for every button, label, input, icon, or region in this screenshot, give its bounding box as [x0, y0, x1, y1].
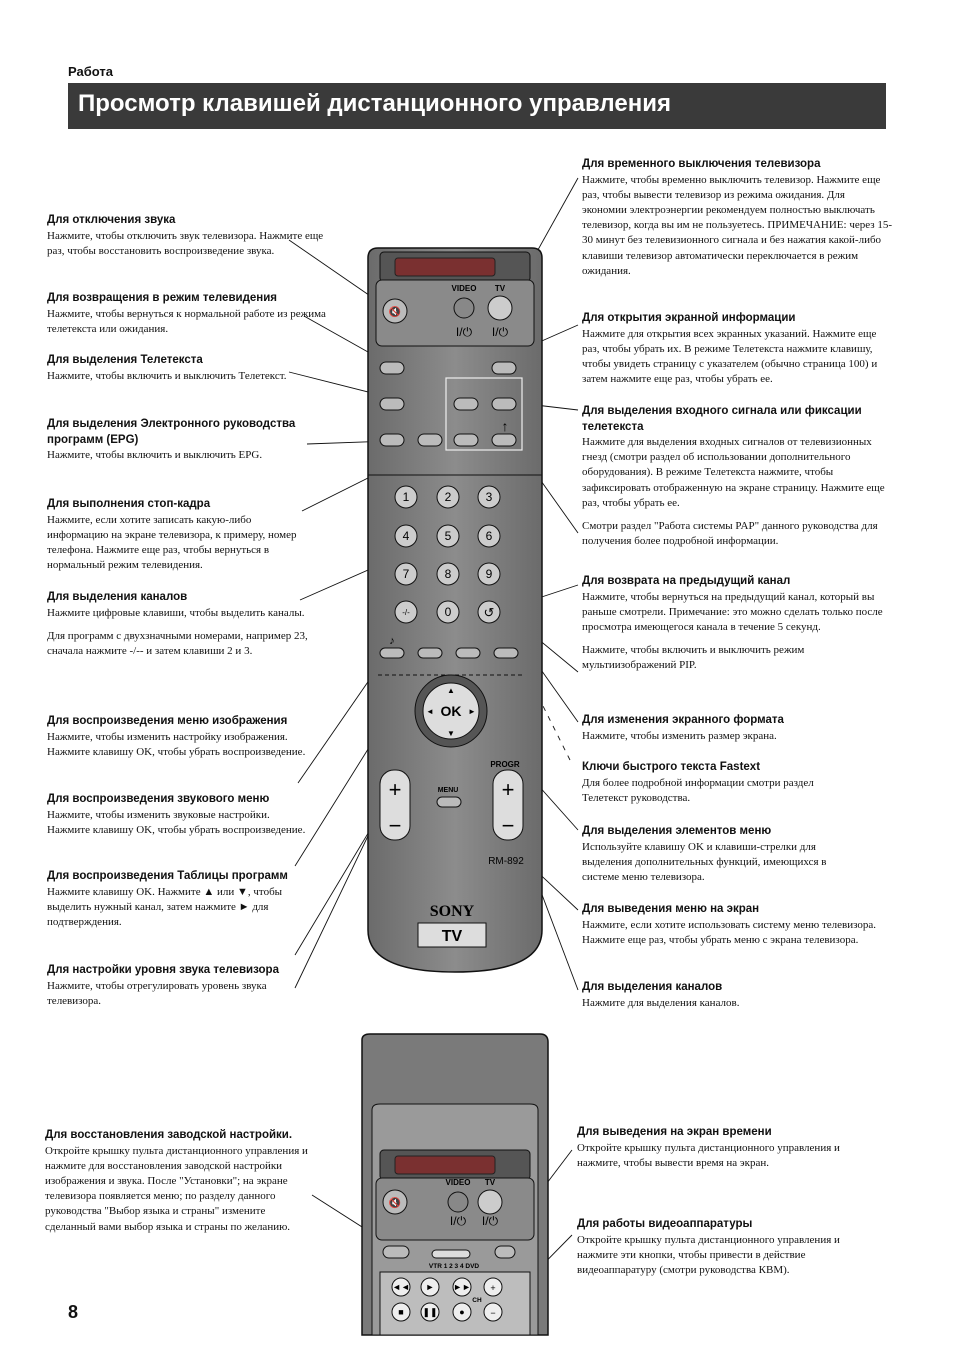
volume-minus-icon: − [388, 813, 402, 838]
desc-text: Нажмите, чтобы вернуться на предыдущий канал, который вы раньше смотрели. Примечание: это можно сделать только после просмотра имеющегося канала в течение 5 секунд. [582, 590, 883, 633]
desc-heading: Для выведения на экран времени [577, 1126, 772, 1138]
vtr-selector-label: VTR 1 2 3 4 DVD [428, 1263, 480, 1270]
digit-key: 3 [485, 490, 493, 504]
digit-key: 6 [485, 529, 493, 543]
menu-label: MENU [437, 787, 459, 794]
standby-label: I/⏻ [455, 325, 473, 339]
progr-label: PROGR [490, 760, 520, 769]
desc-text: Нажмите, чтобы включить и выключить EPG. [47, 449, 263, 461]
brand-logo: SONY [429, 903, 475, 920]
section-label: Работа [68, 64, 113, 79]
desc-heading: Для изменения экранного формата [582, 714, 784, 726]
standby-label: I/⏻ [481, 1214, 499, 1228]
desc-text: Откройте крышку пульта дистанционного управления и нажмите для восстановления заводской настройки изображения и звука. После "Установки"; на экране телевизора появляется меню; по разделу данного руководства "Выбор языка и страны" измените сделанный вами выбор языка и страны по желанию. [45, 1144, 308, 1233]
digit-key: 9 [485, 567, 493, 581]
desc-text: Нажмите, если хотите записать какую-либо информацию на экране телевизора, к примеру, номер телефона. Нажмите еще раз, чтобы вернуться в нормальный режим телевидения. [47, 513, 297, 572]
desc-heading: Для временного выключения телевизора [582, 158, 821, 170]
digit-key: 5 [444, 529, 452, 543]
page-title: Просмотр клавишей дистанционного управления [78, 90, 671, 117]
desc-text: Откройте крышку пульта дистанционного управления и нажмите эти кнопки, чтобы привести в действие видеоаппаратуру (смотри руководства КВМ). [577, 1233, 840, 1276]
desc-text: Для программ с двухзначными номерами, например 23, сначала нажмите -/-- и затем клавиши 2 и 3. [47, 629, 308, 657]
desc-heading: Ключи быстрого текста Fastext [582, 761, 761, 773]
desc-text: Нажмите, чтобы вернуться к нормальной работе из режима телетекста или ожидания. [47, 307, 326, 335]
desc-text: Нажмите для выделения каналов. [582, 996, 740, 1009]
desc-text: Нажмите, чтобы отрегулировать уровень звука телевизора. [47, 979, 267, 1007]
desc-text: Нажмите для открытия всех экранных указаний. Нажмите еще раз, чтобы убрать их. В режиме Телетекста нажмите клавишу, чтобы увидеть страницу с указателем (обычно страница 100) и затем нажмите еще раз, чтобы убрать ее. [582, 327, 878, 386]
desc-heading: Для выведения меню на экран [582, 903, 760, 915]
desc-text: Нажмите, если хотите использовать систему меню телевизора. Нажмите еще раз, чтобы убрать меню с экрана телевизора. [582, 918, 877, 946]
desc-heading: Для возвращения в режим телевидения [47, 292, 278, 304]
volume-plus-icon: + [388, 777, 402, 802]
desc-heading: Для воспроизведения Таблицы программ [47, 870, 288, 882]
up-arrow-icon: ▲ [447, 686, 455, 695]
digit-key: 0 [444, 605, 452, 619]
desc-text: Нажмите, чтобы временно выключить телевизор. Нажмите еще раз, чтобы вывести телевизор из режима ожидания. Для экономии электроэнергии рекомендуем полностью выключать телевизор, когда вы им не пользуетесь. ПРИМЕЧАНИЕ: через 15-30 минут без телевизионного сигнала и без нажатия какой-либо клавиши телевизор автоматически переключается в режим ожидания. [582, 173, 893, 277]
right-arrow-icon: ► [468, 707, 476, 716]
desc-heading: Для выполнения стоп-кадра [47, 498, 211, 510]
stop-icon: ■ [398, 1307, 404, 1317]
desc-heading: Для выделения Телетекста [47, 354, 203, 366]
channel-minus-icon: − [490, 1308, 496, 1318]
desc-heading: Для воспроизведения меню изображения [47, 715, 288, 727]
desc-heading: Для настройки уровня звука телевизора [47, 964, 279, 976]
ok-button: OK [440, 703, 462, 719]
down-arrow-icon: ▼ [447, 729, 455, 738]
desc-heading: Для открытия экранной информации [582, 312, 796, 324]
page-number: 8 [68, 1302, 79, 1322]
digit-key: 4 [402, 529, 410, 543]
fast-forward-icon: ►► [453, 1282, 471, 1292]
video-label: VIDEO [445, 1178, 471, 1187]
play-icon: ► [425, 1282, 435, 1292]
digit-key: -/- [402, 608, 410, 617]
desc-text: Нажмите, чтобы изменить размер экрана. [582, 729, 777, 742]
video-label: VIDEO [451, 284, 477, 293]
mute-icon: 🔇 [388, 307, 402, 318]
desc-heading: Для восстановления заводской настройки. [45, 1129, 293, 1141]
music-note-icon: ♪ [389, 635, 395, 647]
desc-heading: Для выделения входного сигнала или фиксации телетекста [582, 405, 862, 433]
desc-heading: Для выделения Электронного руководства программ (EPG) [47, 418, 296, 446]
desc-text: Нажмите, чтобы отключить звук телевизора. Нажмите еще раз, чтобы восстановить воспроизведение звука. [47, 229, 324, 257]
desc-heading: Для выделения каналов [582, 981, 723, 993]
model-label: RM-892 [488, 856, 524, 867]
desc-text: Нажмите клавишу OK. Нажмите ▲ или ▼, чтобы выделить нужный канал, затем нажмите ► для подтверждения. [47, 885, 283, 928]
previous-channel-icon: ↺ [483, 605, 495, 620]
desc-text: Смотри раздел "Работа системы PAP" данного руководства для получения более подробной информации. [582, 520, 878, 548]
desc-text: Для более подробной информации смотри раздел Телетекст руководства. [582, 776, 814, 804]
standby-label: I/⏻ [449, 1214, 467, 1228]
desc-heading: Для выделения каналов [47, 591, 188, 603]
ch-label: CH [472, 1297, 482, 1304]
desc-heading: Для работы видеоаппаратуры [577, 1218, 753, 1230]
left-arrow-icon: ◄ [426, 707, 434, 716]
digit-key: 7 [402, 567, 410, 581]
desc-heading: Для выделения элементов меню [582, 825, 772, 837]
tv-label: TV [494, 284, 506, 293]
desc-text: Откройте крышку пульта дистанционного управления и нажмите, чтобы вывести время на экран. [577, 1141, 840, 1169]
rewind-icon: ◄◄ [392, 1282, 410, 1292]
desc-text: Нажмите, чтобы изменить настройку изображения. Нажмите клавишу OK, чтобы убрать воспроизведение. [47, 730, 306, 758]
progr-plus-icon: + [501, 777, 515, 802]
desc-text: Нажмите, чтобы включить и выключить режим мультиизображений PIP. [582, 644, 805, 672]
desc-heading: Для отключения звука [47, 214, 176, 226]
channel-plus-icon: + [490, 1283, 496, 1293]
up-arrow-icon: ↑ [501, 418, 509, 434]
desc-text: Нажмите для выделения входных сигналов от телевизионных гнезд (смотри раздел об использовании дополнительного оборудования). В режиме Телетекста нажмите, чтобы зафиксировать отображенную на экране страницу. Нажмите еще раз, чтобы убрать ее. [582, 436, 885, 509]
pause-icon: ❚❚ [422, 1307, 438, 1317]
digit-key: 8 [444, 567, 452, 581]
record-icon: ● [459, 1307, 465, 1317]
digit-key: 2 [444, 490, 452, 504]
mute-icon: 🔇 [388, 1198, 402, 1209]
desc-heading: Для возврата на предыдущий канал [582, 575, 791, 587]
desc-text: Нажмите, чтобы изменить звуковые настройки. Нажмите клавишу OK, чтобы убрать воспроизведение. [47, 808, 306, 836]
tv-label: TV [484, 1178, 496, 1187]
desc-text: Нажмите цифровые клавиши, чтобы выделить каналы. [47, 606, 305, 619]
digit-key: 1 [402, 490, 410, 504]
progr-minus-icon: − [501, 813, 515, 838]
tv-badge: TV [441, 928, 463, 945]
standby-label: I/⏻ [491, 325, 509, 339]
desc-heading: Для воспроизведения звукового меню [47, 793, 270, 805]
desc-text: Используйте клавишу OK и клавиши-стрелки для выделения дополнительных функций, имеющихся в системе меню телевизора. [582, 840, 827, 883]
desc-text: Нажмите, чтобы включить и выключить Телетекст. [47, 369, 287, 382]
